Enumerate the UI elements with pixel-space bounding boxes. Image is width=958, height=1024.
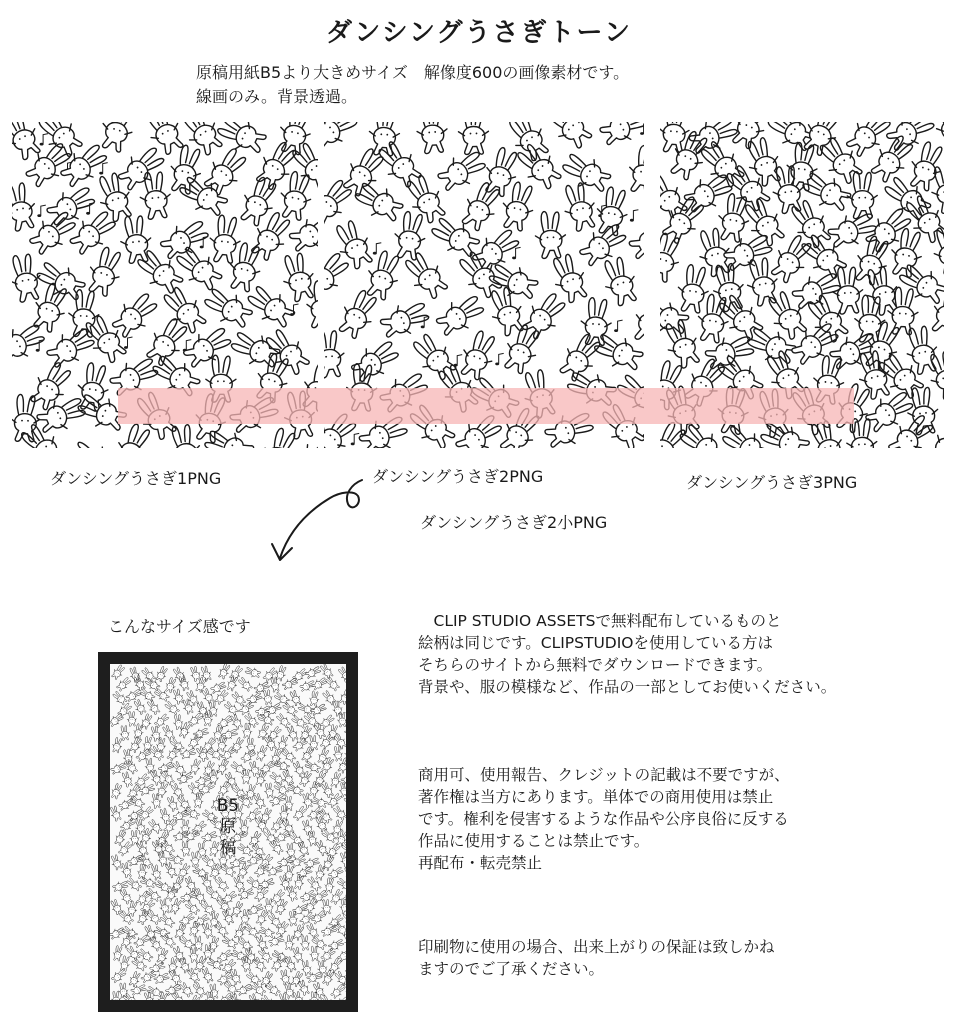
dancing-rabbit-icon — [121, 924, 139, 940]
dancing-rabbit-icon — [286, 209, 318, 256]
dancing-rabbit-icon — [278, 250, 318, 303]
dancing-rabbit-icon — [629, 292, 644, 346]
dancing-rabbit-icon — [344, 958, 346, 976]
dancing-rabbit-icon — [158, 912, 176, 929]
dancing-rabbit-icon — [290, 946, 304, 963]
note-line: 背景や、服の模様など、作品の一部としてお使いください。 — [418, 678, 837, 696]
dancing-rabbit-icon — [154, 665, 169, 683]
dancing-rabbit-icon — [245, 970, 263, 987]
dancing-rabbit-icon — [149, 960, 167, 975]
dancing-rabbit-icon — [258, 876, 276, 891]
curved-arrow-icon — [260, 470, 380, 570]
dancing-rabbit-icon — [241, 769, 251, 784]
dancing-rabbit-icon — [33, 256, 89, 305]
dancing-rabbit-icon — [26, 358, 77, 414]
paper-label-line-2: 原 — [219, 817, 237, 837]
dancing-rabbit-icon — [192, 726, 210, 741]
description-line-2: 線画のみ。背景透過。 — [196, 87, 357, 106]
dancing-rabbit-icon — [314, 864, 327, 881]
dancing-rabbit-icon — [392, 210, 429, 261]
dancing-rabbit-icon — [660, 316, 705, 371]
dancing-rabbit-icon — [176, 122, 227, 159]
dancing-rabbit-icon — [118, 955, 131, 972]
dancing-rabbit-icon — [261, 666, 278, 683]
notes-paragraph-3 — [418, 936, 775, 980]
dancing-rabbit-icon — [625, 144, 644, 196]
notes-paragraph-2 — [418, 764, 790, 874]
dancing-rabbit-icon — [240, 748, 258, 765]
dancing-rabbit-icon — [121, 748, 134, 765]
dancing-rabbit-icon — [208, 214, 243, 264]
note-line: 印刷物に使用の場合、出来上がりの保証は致しかね — [418, 938, 775, 956]
dancing-rabbit-icon — [111, 689, 129, 706]
dancing-rabbit-icon — [415, 122, 449, 154]
dancing-rabbit-icon — [299, 888, 317, 904]
caption-png2: ダンシングうさぎ2PNG — [372, 467, 544, 486]
dancing-rabbit-icon — [111, 991, 122, 1000]
dancing-rabbit-icon — [164, 676, 178, 693]
music-note-icon — [643, 425, 644, 437]
music-note-icon — [373, 243, 382, 255]
dancing-rabbit-icon — [327, 956, 343, 974]
dancing-rabbit-icon — [216, 970, 234, 987]
caption-png3: ダンシングうさぎ3PNG — [686, 473, 858, 492]
note-line: 商用可、使用報告、クレジットの記載は不要ですが、 — [418, 766, 790, 784]
dancing-rabbit-icon — [254, 745, 269, 763]
note-line: 再配布・転売禁止 — [418, 854, 543, 872]
dancing-rabbit-icon — [246, 691, 264, 707]
dancing-rabbit-icon — [125, 944, 142, 962]
dancing-rabbit-icon — [245, 875, 263, 892]
notes-paragraph-1 — [418, 610, 836, 698]
dancing-rabbit-icon — [144, 757, 156, 773]
dancing-rabbit-icon — [289, 970, 304, 988]
dancing-rabbit-icon — [153, 971, 171, 986]
dancing-rabbit-icon — [348, 335, 404, 386]
dancing-rabbit-icon — [931, 122, 944, 151]
dancing-rabbit-icon — [220, 908, 235, 926]
music-note-icon — [99, 163, 108, 175]
dancing-rabbit-icon — [213, 875, 230, 893]
dancing-rabbit-icon — [199, 900, 216, 917]
dancing-rabbit-icon — [12, 318, 49, 367]
dancing-rabbit-icon — [305, 922, 321, 940]
dancing-rabbit-icon — [130, 982, 148, 997]
dancing-rabbit-icon — [675, 263, 711, 314]
music-note-icon — [124, 337, 133, 349]
dancing-rabbit-icon — [298, 724, 313, 742]
dancing-rabbit-icon — [128, 736, 143, 754]
dancing-rabbit-icon — [274, 665, 288, 682]
dancing-rabbit-icon — [243, 281, 299, 333]
dancing-rabbit-icon — [230, 690, 247, 708]
dancing-rabbit-icon — [399, 248, 452, 303]
dancing-rabbit-icon — [146, 984, 164, 999]
dancing-rabbit-icon — [210, 680, 228, 695]
dancing-rabbit-icon — [324, 329, 346, 378]
dancing-rabbit-icon — [245, 738, 256, 754]
dancing-rabbit-icon — [110, 664, 127, 681]
dancing-rabbit-icon — [343, 865, 346, 883]
note-line: そちらのサイトから無料でダウンロードできます。 — [418, 656, 773, 674]
dancing-rabbit-icon — [242, 723, 253, 739]
dancing-rabbit-icon — [221, 889, 239, 906]
note-line: ますのでご了承ください。 — [418, 960, 605, 978]
music-note-icon — [37, 205, 46, 217]
dancing-rabbit-icon — [286, 138, 318, 193]
note-line: 著作権は当方にあります。単体での商用使用は禁止 — [418, 788, 774, 806]
dancing-rabbit-icon — [316, 959, 329, 976]
dancing-rabbit-icon — [291, 760, 307, 778]
dancing-rabbit-icon — [236, 982, 254, 997]
dancing-rabbit-icon — [145, 698, 161, 716]
dancing-rabbit-icon — [237, 675, 254, 692]
dancing-rabbit-icon — [310, 935, 328, 952]
dancing-rabbit-icon — [83, 244, 127, 298]
highlight-band — [118, 388, 854, 424]
dancing-rabbit-icon — [199, 665, 213, 682]
dancing-rabbit-icon — [331, 700, 344, 717]
dancing-rabbit-icon — [256, 947, 273, 965]
music-note-icon — [495, 353, 504, 365]
dancing-rabbit-icon — [221, 727, 238, 741]
music-note-icon — [630, 210, 639, 222]
dancing-rabbit-icon — [327, 937, 345, 952]
dancing-rabbit-icon — [333, 969, 346, 987]
dancing-rabbit-icon — [228, 713, 244, 731]
dancing-rabbit-icon — [308, 780, 322, 797]
dancing-rabbit-icon — [458, 122, 489, 155]
dancing-rabbit-icon — [215, 758, 230, 776]
dancing-rabbit-icon — [112, 945, 124, 962]
dancing-rabbit-icon — [191, 865, 209, 880]
dancing-rabbit-icon — [247, 902, 265, 917]
dancing-rabbit-icon — [593, 185, 631, 237]
page-title: ダンシングうさぎトーン — [326, 18, 632, 48]
dancing-rabbit-icon — [207, 935, 221, 952]
dancing-rabbit-icon — [542, 122, 596, 153]
dancing-rabbit-icon — [580, 297, 613, 346]
dancing-rabbit-icon — [183, 875, 198, 893]
dancing-rabbit-icon — [324, 675, 341, 692]
dancing-rabbit-icon — [270, 888, 287, 906]
dancing-rabbit-icon — [329, 217, 377, 272]
dancing-rabbit-icon — [149, 864, 162, 881]
note-line: 作品に使用することは禁止です。 — [418, 832, 650, 850]
dancing-rabbit-icon — [110, 926, 126, 941]
dancing-rabbit-icon — [180, 322, 236, 373]
music-note-icon — [40, 134, 49, 146]
dancing-rabbit-icon — [191, 981, 207, 999]
dancing-rabbit-icon — [244, 665, 261, 679]
dancing-rabbit-icon — [243, 922, 261, 939]
dancing-rabbit-icon — [308, 735, 320, 751]
dancing-rabbit-icon — [132, 698, 148, 716]
dancing-rabbit-icon — [258, 925, 276, 940]
dancing-rabbit-icon — [232, 923, 247, 941]
dancing-rabbit-icon — [266, 725, 283, 743]
dancing-rabbit-icon — [142, 736, 153, 752]
dancing-rabbit-icon — [12, 180, 39, 232]
caption-png1: ダンシングうさぎ1PNG — [50, 469, 222, 488]
note-line: CLIP STUDIO ASSETSで無料配布しているものと — [418, 612, 782, 630]
dancing-rabbit-icon — [127, 970, 142, 988]
dancing-rabbit-icon — [433, 290, 489, 341]
music-note-icon — [454, 355, 463, 367]
dancing-rabbit-icon — [339, 898, 346, 914]
dancing-rabbit-icon — [293, 873, 306, 890]
dancing-rabbit-icon — [243, 711, 260, 729]
dancing-rabbit-icon — [193, 935, 204, 951]
dancing-rabbit-icon — [535, 211, 567, 259]
caption-png2-small: ダンシングうさぎ2小PNG — [420, 513, 608, 532]
paper-label-line-1: B5 — [216, 796, 240, 816]
dancing-rabbit-icon — [334, 286, 383, 342]
dancing-rabbit-icon — [214, 122, 269, 158]
dancing-rabbit-icon — [140, 666, 157, 684]
dancing-rabbit-icon — [154, 879, 172, 895]
dancing-rabbit-icon — [180, 889, 198, 904]
dancing-rabbit-icon — [281, 769, 296, 787]
dancing-rabbit-icon — [184, 689, 200, 707]
dancing-rabbit-icon — [340, 772, 346, 786]
dancing-rabbit-icon — [33, 122, 87, 161]
dancing-rabbit-icon — [311, 676, 329, 692]
dancing-rabbit-icon — [139, 875, 157, 890]
dancing-rabbit-icon — [253, 680, 271, 695]
dancing-rabbit-icon — [12, 122, 45, 163]
music-note-icon — [640, 123, 644, 135]
paper-label-line-3: 稿 — [219, 838, 237, 858]
dancing-rabbit-icon — [247, 760, 261, 777]
dancing-rabbit-icon — [309, 946, 320, 962]
dancing-rabbit-icon — [202, 760, 217, 778]
dancing-rabbit-icon — [110, 898, 124, 916]
size-preview-label: こんなサイズ感です — [108, 617, 251, 636]
music-note-icon — [351, 433, 360, 445]
dancing-rabbit-icon — [172, 714, 184, 730]
dancing-rabbit-icon — [160, 724, 176, 742]
dancing-rabbit-icon — [173, 923, 188, 941]
dancing-rabbit-icon — [324, 122, 362, 154]
dancing-rabbit-icon — [166, 143, 206, 196]
dancing-rabbit-icon — [558, 180, 600, 233]
dancing-rabbit-icon — [144, 886, 162, 903]
dancing-rabbit-icon — [546, 251, 592, 306]
dancing-rabbit-icon — [626, 216, 644, 264]
dancing-rabbit-icon — [276, 735, 290, 752]
dancing-rabbit-icon — [308, 690, 320, 706]
dancing-rabbit-icon — [291, 924, 306, 942]
dancing-rabbit-icon — [165, 982, 183, 997]
dancing-rabbit-icon — [300, 935, 311, 951]
dancing-rabbit-icon — [158, 898, 171, 915]
dancing-rabbit-icon — [171, 760, 188, 778]
dancing-rabbit-icon — [300, 959, 313, 976]
dancing-rabbit-icon — [115, 676, 133, 693]
paper-label — [110, 796, 346, 859]
description-line-1: 原稿用紙B5より大きめサイズ 解像度600の画像素材です。 — [196, 63, 630, 82]
dancing-rabbit-icon — [157, 214, 213, 263]
dancing-rabbit-icon — [136, 947, 154, 964]
dancing-rabbit-icon — [232, 875, 247, 893]
note-line: です。権利を侵害するような作品や公序良俗に反する — [418, 810, 789, 828]
dancing-rabbit-icon — [288, 689, 303, 707]
dancing-rabbit-icon — [318, 664, 334, 680]
music-note-icon — [614, 320, 623, 332]
dancing-rabbit-icon — [558, 148, 614, 197]
dancing-rabbit-icon — [336, 665, 346, 683]
dancing-rabbit-icon — [157, 760, 175, 775]
dancing-rabbit-icon — [321, 899, 333, 915]
dancing-rabbit-icon — [329, 771, 343, 788]
dancing-rabbit-icon — [67, 436, 122, 448]
dancing-rabbit-icon — [200, 966, 215, 984]
dancing-rabbit-icon — [111, 737, 124, 754]
dancing-rabbit-icon — [12, 252, 44, 304]
dancing-rabbit-icon — [258, 425, 302, 448]
dancing-rabbit-icon — [96, 122, 138, 154]
dancing-rabbit-icon — [597, 122, 644, 150]
dancing-rabbit-icon — [120, 771, 134, 788]
dancing-rabbit-icon — [660, 231, 685, 285]
dancing-rabbit-icon — [139, 713, 154, 731]
music-note-icon — [512, 247, 521, 259]
note-line: 絵柄は同じです。CLIPSTUDIOを使用している方は — [418, 634, 773, 652]
